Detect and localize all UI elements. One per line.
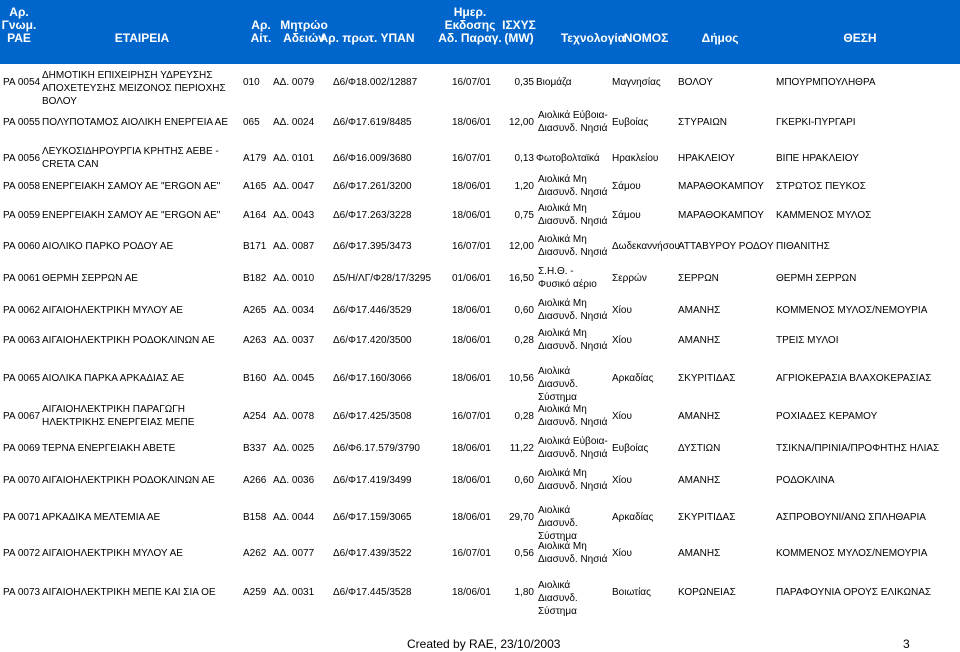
company-name: ΕΝΕΡΓΕΙΑΚΗ ΣΑΜΟΥ ΑΕ "ERGON AE" bbox=[42, 180, 221, 192]
prefecture: Ευβοίας bbox=[612, 442, 649, 454]
application-header-line2: Αρ. bbox=[251, 18, 271, 32]
application-number: A254 bbox=[243, 410, 267, 422]
company-header-line1 bbox=[82, 6, 202, 19]
registry-number: ΑΔ. 0024 bbox=[273, 116, 315, 128]
protocol-number: Δ6/Φ17.446/3529 bbox=[333, 304, 412, 316]
technology: Αιολικά Μη Διασυνδ. Νησιά bbox=[538, 328, 608, 352]
table-row bbox=[0, 109, 960, 135]
power-header-line3: (MW) bbox=[504, 31, 534, 45]
registry-number: ΑΔ. 0025 bbox=[273, 442, 315, 454]
municipality: ΣΚΥΡΙΤΙΔΑΣ bbox=[678, 511, 736, 523]
issue-date-header-line1: Ημερ. bbox=[453, 5, 487, 19]
municipality-header bbox=[660, 6, 780, 45]
table-row bbox=[0, 265, 960, 291]
application-number: A165 bbox=[243, 180, 267, 192]
protocol-number: Δ6/Φ17.160/3066 bbox=[333, 372, 412, 384]
municipality: ΜΑΡΑΘΟΚΑΜΠΟΥ bbox=[678, 209, 764, 221]
location: ΠΑΡΑΦΟΥΝΙΑ ΟΡΟΥΣ ΕΛΙΚΩΝΑΣ bbox=[776, 586, 932, 598]
company-name: ΛΕΥΚΟΣΙΔΗΡΟΥΡΓΙΑ ΚΡΗΤΗΣ ΑΕΒΕ - CRETA CAN bbox=[42, 146, 219, 170]
table-row bbox=[0, 435, 960, 461]
rae-number: PA 0062 bbox=[3, 304, 41, 316]
protocol-number: Δ6/Φ17.419/3499 bbox=[333, 474, 412, 486]
footer-page-number: 3 bbox=[903, 637, 910, 651]
issue-date: 18/06/01 bbox=[452, 304, 491, 316]
location: ΒΙΠΕ ΗΡΑΚΛΕΙΟΥ bbox=[776, 152, 859, 164]
rae-number: PA 0059 bbox=[3, 209, 41, 221]
municipality: ΔΥΣΤΙΩΝ bbox=[678, 442, 721, 454]
rae-header-line2: Γνωμ. bbox=[1, 18, 37, 32]
technology: Αιολικά Μη Διασυνδ. Νησιά bbox=[538, 298, 608, 322]
location: ΑΣΠΡΟΒΟΥΝΙ/ΑΝΩ ΣΠΛΗΘΑΡΙΑ bbox=[776, 511, 926, 523]
location: ΡΟΔΟΚΛΙΝΑ bbox=[776, 474, 835, 486]
power-mw: 0,28 bbox=[514, 410, 534, 422]
technology: Φωτοβολταϊκά bbox=[536, 152, 600, 164]
prefecture: Βοιωτίας bbox=[612, 586, 651, 598]
company-header bbox=[82, 6, 202, 45]
registry-number: ΑΔ. 0031 bbox=[273, 586, 315, 598]
company-name: ΤΕΡΝΑ ΕΝΕΡΓΕΙΑΚΗ ΑΒΕΤΕ bbox=[42, 442, 176, 454]
technology: Αιολικά Μη Διασυνδ. Νησιά bbox=[538, 234, 608, 258]
municipality: ΒΟΛΟΥ bbox=[678, 76, 713, 88]
application-number: A263 bbox=[243, 334, 267, 346]
location-header bbox=[800, 6, 920, 45]
municipality: ΚΟΡΩΝΕΙΑΣ bbox=[678, 586, 736, 598]
application-number: 065 bbox=[243, 116, 260, 128]
prefecture-header-line3: ΝΟΜΟΣ bbox=[623, 31, 669, 45]
rae-number: PA 0065 bbox=[3, 372, 41, 384]
technology: Αιολικά Μη Διασυνδ. Νησιά bbox=[538, 468, 608, 492]
technology: Αιολικά Διασυνδ. Σύστημα bbox=[538, 580, 578, 617]
table-row bbox=[0, 365, 960, 403]
application-number: A262 bbox=[243, 547, 267, 559]
table-row bbox=[0, 403, 960, 429]
table-row bbox=[0, 173, 960, 199]
issue-date-header-line2: Εκδοσης bbox=[444, 18, 496, 32]
issue-date: 18/06/01 bbox=[452, 334, 491, 346]
rae-header bbox=[0, 6, 79, 45]
issue-date: 18/06/01 bbox=[452, 586, 491, 598]
municipality: ΑΜΑΝΗΣ bbox=[678, 410, 721, 422]
technology: Αιολικά Διασυνδ. Σύστημα bbox=[538, 505, 578, 542]
rae-number: PA 0058 bbox=[3, 180, 41, 192]
table-row bbox=[0, 202, 960, 228]
location: ΡΟΧΙΑΔΕΣ ΚΕΡΑΜΟΥ bbox=[776, 410, 878, 422]
power-mw: 0,75 bbox=[514, 209, 534, 221]
technology: Αιολικά Μη Διασυνδ. Νησιά bbox=[538, 404, 608, 428]
protocol-number: Δ6/Φ17.263/3228 bbox=[333, 209, 412, 221]
protocol-header-line1 bbox=[307, 6, 427, 19]
power-mw: 0,28 bbox=[514, 334, 534, 346]
issue-date: 18/06/01 bbox=[452, 372, 491, 384]
issue-date: 16/07/01 bbox=[452, 240, 491, 252]
prefecture: Δωδεκαννήσου bbox=[612, 240, 680, 252]
technology: Αιολικά Διασυνδ. Σύστημα bbox=[538, 366, 578, 403]
application-number: A164 bbox=[243, 209, 267, 221]
location: ΜΠΟΥΡΜΠΟΥΛΗΘΡΑ bbox=[776, 76, 876, 88]
company-name: ΑΙΓΑΙΟΗΛΕΚΤΡΙΚΗ ΜΕΠΕ ΚΑΙ ΣΙΑ ΟΕ bbox=[42, 586, 216, 598]
company-name: ΑΡΚΑΔΙΚΑ ΜΕΛΤΕΜΙΑ ΑΕ bbox=[42, 511, 161, 523]
municipality: ΑΜΑΝΗΣ bbox=[678, 474, 721, 486]
registry-number: ΑΔ. 0079 bbox=[273, 76, 315, 88]
municipality-header-line1 bbox=[660, 6, 780, 19]
issue-date: 16/07/01 bbox=[452, 410, 491, 422]
technology: Βιομάζα bbox=[536, 76, 572, 88]
prefecture: Αρκαδίας bbox=[612, 372, 654, 384]
registry-number: ΑΔ. 0010 bbox=[273, 272, 315, 284]
technology: Σ.Η.Θ. - Φυσικό αέριο bbox=[538, 266, 597, 290]
protocol-header-line3: Αρ. πρωτ. ΥΠΑΝ bbox=[319, 31, 415, 45]
technology: Αιολικά Μη Διασυνδ. Νησιά bbox=[538, 203, 608, 227]
issue-date: 18/06/01 bbox=[452, 474, 491, 486]
table-row bbox=[0, 579, 960, 617]
municipality: ΑΤΤΑΒΥΡΟΥ ΡΟΔΟΥ bbox=[678, 240, 774, 252]
prefecture: Σερρών bbox=[612, 272, 647, 284]
registry-number: ΑΔ. 0034 bbox=[273, 304, 315, 316]
protocol-number: Δ6/Φ6.17.579/3790 bbox=[333, 442, 420, 454]
municipality: ΗΡΑΚΛΕΙΟΥ bbox=[678, 152, 735, 164]
issue-date: 16/07/01 bbox=[452, 152, 491, 164]
registry-number: ΑΔ. 0044 bbox=[273, 511, 315, 523]
rae-number: PA 0054 bbox=[3, 76, 41, 88]
municipality: ΣΚΥΡΙΤΙΔΑΣ bbox=[678, 372, 736, 384]
issue-date: 01/06/01 bbox=[452, 272, 491, 284]
company-header-line3: ΕΤΑΙΡΕΙΑ bbox=[114, 31, 170, 45]
power-mw: 0,60 bbox=[514, 304, 534, 316]
prefecture: Ευβοίας bbox=[612, 116, 649, 128]
power-mw: 1,80 bbox=[514, 586, 534, 598]
rae-number: PA 0070 bbox=[3, 474, 41, 486]
registry-number: ΑΔ. 0087 bbox=[273, 240, 315, 252]
application-number: A259 bbox=[243, 586, 267, 598]
registry-header-line3: Αδειών bbox=[283, 31, 325, 45]
location: ΚΟΜΜΕΝΟΣ ΜΥΛΟΣ/ΝΕΜΟΥΡΙΑ bbox=[776, 304, 928, 316]
registry-number: ΑΔ. 0101 bbox=[273, 152, 315, 164]
location: ΤΡΕΙΣ ΜΥΛΟΙ bbox=[776, 334, 839, 346]
company-name: ΑΙΟΛΙΚΟ ΠΑΡΚΟ ΡΟΔΟΥ ΑΕ bbox=[42, 240, 174, 252]
location-header-line3: ΘΕΣΗ bbox=[843, 31, 877, 45]
rae-number: PA 0061 bbox=[3, 272, 41, 284]
protocol-number: Δ6/Φ17.425/3508 bbox=[333, 410, 412, 422]
table-row bbox=[0, 297, 960, 323]
power-mw: 12,00 bbox=[508, 116, 534, 128]
protocol-number: Δ6/Φ18.002/12887 bbox=[333, 76, 418, 88]
company-name: ΑΙΓΑΙΟΗΛΕΚΤΡΙΚΗ ΡΟΔΟΚΛΙΝΩΝ ΑΕ bbox=[42, 474, 215, 486]
footer-created: Created by RAE, 23/10/2003 bbox=[407, 637, 561, 651]
protocol-number: Δ6/Φ17.619/8485 bbox=[333, 116, 412, 128]
prefecture: Αρκαδίας bbox=[612, 511, 654, 523]
protocol-header bbox=[307, 6, 427, 45]
registry-number: ΑΔ. 0047 bbox=[273, 180, 315, 192]
prefecture: Χίου bbox=[612, 474, 632, 486]
municipality: ΣΤΥΡΑΙΩΝ bbox=[678, 116, 728, 128]
application-number: B171 bbox=[243, 240, 267, 252]
application-number: B337 bbox=[243, 442, 267, 454]
rae-number: PA 0055 bbox=[3, 116, 41, 128]
rae-number: PA 0056 bbox=[3, 152, 41, 164]
protocol-number: Δ6/Φ17.159/3065 bbox=[333, 511, 412, 523]
municipality: ΣΕΡΡΩΝ bbox=[678, 272, 719, 284]
location-header-line1 bbox=[800, 6, 920, 19]
rae-header-line3: ΡΑΕ bbox=[7, 31, 31, 45]
municipality: ΜΑΡΑΘΟΚΑΜΠΟΥ bbox=[678, 180, 764, 192]
power-mw: 29,70 bbox=[508, 511, 534, 523]
power-mw: 0,56 bbox=[514, 547, 534, 559]
company-name: ΕΝΕΡΓΕΙΑΚΗ ΣΑΜΟΥ ΑΕ "ERGON AE" bbox=[42, 209, 221, 221]
company-name: ΔΗΜΟΤΙΚΗ ΕΠΙΧΕΙΡΗΣΗ ΥΔΡΕΥΣΗΣ ΑΠΟΧΕΤΕΥΣΗΣ ΜΕΙΖΟΝΟΣ ΠΕΡΙΟΧΗΣ ΒΟΛΟΥ bbox=[42, 70, 226, 107]
table-row bbox=[0, 145, 960, 171]
protocol-number: Δ6/Φ17.395/3473 bbox=[333, 240, 412, 252]
application-number: B158 bbox=[243, 511, 267, 523]
application-header-line3: Αίτ. bbox=[250, 31, 272, 45]
power-mw: 11,22 bbox=[509, 442, 534, 454]
rae-number: PA 0072 bbox=[3, 547, 41, 559]
issue-date-header-line3: Αδ. Παραγ. bbox=[438, 31, 502, 45]
application-number: B182 bbox=[243, 272, 267, 284]
company-name: ΑΙΓΑΙΟΗΛΕΚΤΡΙΚΗ ΜΥΛΟΥ ΑΕ bbox=[42, 547, 183, 559]
prefecture: Σάμου bbox=[612, 209, 641, 221]
protocol-number: Δ6/Φ17.445/3528 bbox=[333, 586, 412, 598]
prefecture: Μαγνησίας bbox=[612, 76, 661, 88]
prefecture: Χίου bbox=[612, 547, 632, 559]
prefecture: Χίου bbox=[612, 410, 632, 422]
registry-number: ΑΔ. 0037 bbox=[273, 334, 315, 346]
application-number: A266 bbox=[243, 474, 267, 486]
protocol-number: Δ6/Φ16.009/3680 bbox=[333, 152, 412, 164]
protocol-number: Δ6/Φ17.420/3500 bbox=[333, 334, 412, 346]
application-number: 010 bbox=[243, 76, 260, 88]
municipality-header-line3: Δήμος bbox=[701, 31, 739, 45]
company-name: ΑΙΟΛΙΚΑ ΠΑΡΚΑ ΑΡΚΑΔΙΑΣ ΑΕ bbox=[42, 372, 185, 384]
location: ΘΕΡΜΗ ΣΕΡΡΩΝ bbox=[776, 272, 857, 284]
municipality: ΑΜΑΝΗΣ bbox=[678, 304, 721, 316]
location: ΑΓΡΙΟΚΕΡΑΣΙΑ ΒΛΑΧΟΚΕΡΑΣΙΑΣ bbox=[776, 372, 932, 384]
company-name: ΑΙΓΑΙΟΗΛΕΚΤΡΙΚΗ ΠΑΡΑΓΩΓΗ ΗΛΕΚΤΡΙΚΗΣ ΕΝΕΡΓΕΙΑΣ ΜΕΠΕ bbox=[42, 404, 195, 428]
company-name: ΠΟΛΥΠΟΤΑΜΟΣ ΑΙΟΛΙΚΗ ΕΝΕΡΓΕΙΑ ΑΕ bbox=[42, 116, 229, 128]
registry-number: ΑΔ. 0077 bbox=[273, 547, 315, 559]
issue-date: 16/07/01 bbox=[452, 547, 491, 559]
location: ΤΣΙΚΝΑ/ΠΡΙΝΙΑ/ΠΡΟΦΗΤΗΣ ΗΛΙΑΣ bbox=[776, 442, 940, 454]
prefecture: Χίου bbox=[612, 334, 632, 346]
application-number: A265 bbox=[243, 304, 267, 316]
prefecture: Χίου bbox=[612, 304, 632, 316]
technology: Αιολικά Εύβοια-Διασυνδ. Νησιά bbox=[538, 110, 608, 134]
power-mw: 12,00 bbox=[508, 240, 534, 252]
municipality: ΑΜΑΝΗΣ bbox=[678, 334, 721, 346]
table-row bbox=[0, 233, 960, 259]
location: ΠΙΘΑΝΙΤΗΣ bbox=[776, 240, 830, 252]
power-mw: 1,20 bbox=[514, 180, 534, 192]
prefecture: Ηρακλείου bbox=[612, 152, 659, 164]
protocol-number: Δ5/Η/ΛΓ/Φ28/17/3295 bbox=[333, 272, 432, 284]
technology: Αιολικά Εύβοια-Διασυνδ. Νησιά bbox=[538, 436, 608, 460]
power-header-line2: ΙΣΧΥΣ bbox=[502, 18, 536, 32]
technology: Αιολικά Μη Διασυνδ. Νησιά bbox=[538, 174, 608, 198]
power-mw: 10,56 bbox=[508, 372, 534, 384]
power-mw: 0,60 bbox=[514, 474, 534, 486]
table-row bbox=[0, 327, 960, 353]
prefecture: Σάμου bbox=[612, 180, 641, 192]
registry-number: ΑΔ. 0078 bbox=[273, 410, 315, 422]
registry-number: ΑΔ. 0043 bbox=[273, 209, 315, 221]
protocol-number: Δ6/Φ17.261/3200 bbox=[333, 180, 412, 192]
table-row bbox=[0, 69, 960, 107]
rae-number: PA 0063 bbox=[3, 334, 41, 346]
application-number: B160 bbox=[243, 372, 267, 384]
table-row bbox=[0, 540, 960, 566]
technology-header-line3: Τεχνολογία bbox=[560, 31, 626, 45]
location: ΓΚΕΡΚΙ-ΠΥΡΓΑΡΙ bbox=[776, 116, 856, 128]
company-name: ΘΕΡΜΗ ΣΕΡΡΩΝ ΑΕ bbox=[42, 272, 138, 284]
rae-number: PA 0067 bbox=[3, 410, 41, 422]
company-name: ΑΙΓΑΙΟΗΛΕΚΤΡΙΚΗ ΡΟΔΟΚΛΙΝΩΝ ΑΕ bbox=[42, 334, 215, 346]
registry-number: ΑΔ. 0045 bbox=[273, 372, 315, 384]
power-mw: 0,35 bbox=[514, 76, 534, 88]
rae-number: PA 0073 bbox=[3, 586, 41, 598]
issue-date: 16/07/01 bbox=[452, 76, 491, 88]
rae-header-line1: Αρ. bbox=[9, 5, 29, 19]
table-row bbox=[0, 467, 960, 493]
issue-date: 18/06/01 bbox=[452, 209, 491, 221]
rae-number: PA 0069 bbox=[3, 442, 41, 454]
issue-date: 18/06/01 bbox=[452, 511, 491, 523]
table-row bbox=[0, 504, 960, 542]
registry-number: ΑΔ. 0036 bbox=[273, 474, 315, 486]
power-mw: 0,13 bbox=[514, 152, 534, 164]
registry-header-line2: Μητρώο bbox=[280, 18, 328, 32]
power-mw: 16,50 bbox=[508, 272, 534, 284]
municipality: ΑΜΑΝΗΣ bbox=[678, 547, 721, 559]
company-name: ΑΙΓΑΙΟΗΛΕΚΤΡΙΚΗ ΜΥΛΟΥ ΑΕ bbox=[42, 304, 183, 316]
protocol-number: Δ6/Φ17.439/3522 bbox=[333, 547, 412, 559]
technology: Αιολικά Μη Διασυνδ. Νησιά bbox=[538, 541, 608, 565]
location: ΚΟΜΜΕΝΟΣ ΜΥΛΟΣ/ΝΕΜΟΥΡΙΑ bbox=[776, 547, 928, 559]
issue-date: 18/06/01 bbox=[452, 116, 491, 128]
rae-number: PA 0060 bbox=[3, 240, 41, 252]
issue-date: 18/06/01 bbox=[452, 442, 491, 454]
rae-number: PA 0071 bbox=[3, 511, 41, 523]
table-header bbox=[0, 0, 960, 64]
location: ΣΤΡΩΤΟΣ ΠΕΥΚΟΣ bbox=[776, 180, 866, 192]
location: ΚΑΜΜΕΝΟΣ ΜΥΛΟΣ bbox=[776, 209, 872, 221]
application-number: A179 bbox=[243, 152, 267, 164]
issue-date: 18/06/01 bbox=[452, 180, 491, 192]
